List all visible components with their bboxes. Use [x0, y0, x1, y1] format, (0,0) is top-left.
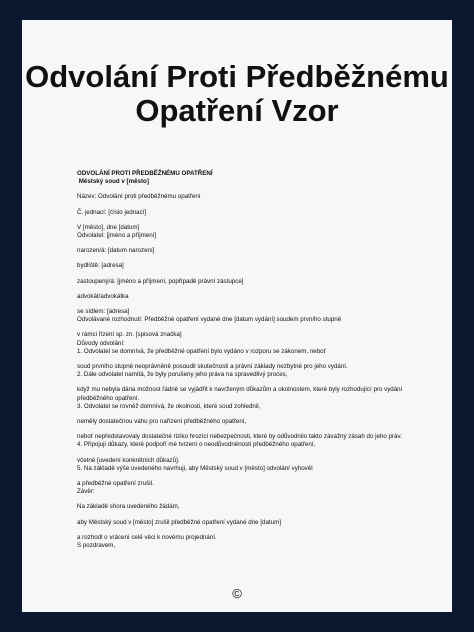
doc-reason-5b: a předběžné opatření zrušil.: [77, 480, 154, 488]
doc-request-b: aby Městský soud v [město] zrušil předběžné opatření vydané dne [datum]: [77, 518, 281, 526]
document-body: [77, 170, 417, 550]
doc-heading: ODVOLÁNÍ PROTI PŘEDBĚŽNÉMU OPATŘENÍ: [77, 170, 213, 177]
doc-place-date: V [město], dne [datum]: [77, 223, 140, 231]
doc-conclusion: Závěr:: [77, 488, 95, 496]
doc-reason-2b: když mu nebyla dána možnost řádně se vyjádřit k navrženým důkazům a okolnostem, které byly rozhodující pro vydání předběžného opatření.: [77, 386, 405, 402]
doc-reason-3c: neboť nepředstavovaly dostatečné riziko hrozící nebezpečnosti, které by odůvodnilo takto závažný zásah do jeho práv.: [77, 433, 402, 441]
doc-reason-4b: včetně [uvedení konkrétních důkazů].: [77, 456, 180, 464]
doc-representative: zastoupený/á: [jméno a příjmení, popřípadě právní zástupce]: [77, 277, 244, 285]
doc-reason-1b: soud prvního stupně neoprávněně posoudil skutečnosti a právní základy nezbytné pro jeho vydání.: [77, 363, 348, 371]
doc-reason-5: 5. Na základě výše uvedeného navrhuji, aby Městský soud v [město] odvolání vyhověl: [77, 464, 313, 472]
doc-ref: Č. jednací: [číslo jednací]: [77, 208, 147, 216]
doc-reason-3b: neměly dostatečnou váhu pro nařízení předběžného opatření,: [77, 418, 247, 426]
copyright-icon: ©: [232, 586, 242, 601]
doc-reason-1: 1. Odvolatel se domnívá, že předběžné opatření bylo vydáno v rozporu se zákonem, neboť: [77, 347, 326, 355]
doc-request-c: a rozhodl o vrácení celé věci k novému projednání.: [77, 533, 217, 541]
doc-reason-2: 2. Dále odvolatel namítá, že byly porušeny jeho práva na spravedlivý proces,: [77, 371, 288, 379]
doc-reasons: Důvody odvolání:: [77, 339, 125, 347]
doc-residence: bydliště: [adresa]: [77, 262, 124, 270]
doc-request: Na základě shora uvedeného žádám,: [77, 503, 180, 511]
doc-appealed: Odvolávané rozhodnutí: Předběžné opatření vydané dne [datum vydání] soudem prvního stupně: [77, 316, 342, 324]
doc-name: Název: Odvolání proti předběžnému opatření: [77, 193, 201, 201]
page-title: [0, 60, 474, 128]
doc-court: Městský soud v [město]: [77, 178, 149, 186]
doc-proceedings: v rámci řízení sp. zn. [spisová značka]: [77, 331, 182, 339]
doc-appellant: Odvolatel: [jméno a příjmení]: [77, 232, 157, 240]
doc-seat: se sídlem: [adresa]: [77, 308, 130, 316]
doc-lawyer: advokát/advokátka: [77, 292, 129, 300]
title-line-1: Odvolání Proti Předběžnému: [25, 59, 449, 94]
doc-reason-3: 3. Odvolatel se rovněž domnívá, že okolnosti, které soud zohlednil,: [77, 402, 261, 410]
title-line-2: Opatření Vzor: [135, 93, 339, 128]
doc-greeting: S pozdravem,: [77, 542, 116, 550]
doc-reason-4: 4. Připojuji důkazy, které podpoří mé tvrzení o neodůvodněnosti předběžného opatření,: [77, 441, 316, 449]
doc-born: narozen/á: [datum narození]: [77, 247, 155, 255]
